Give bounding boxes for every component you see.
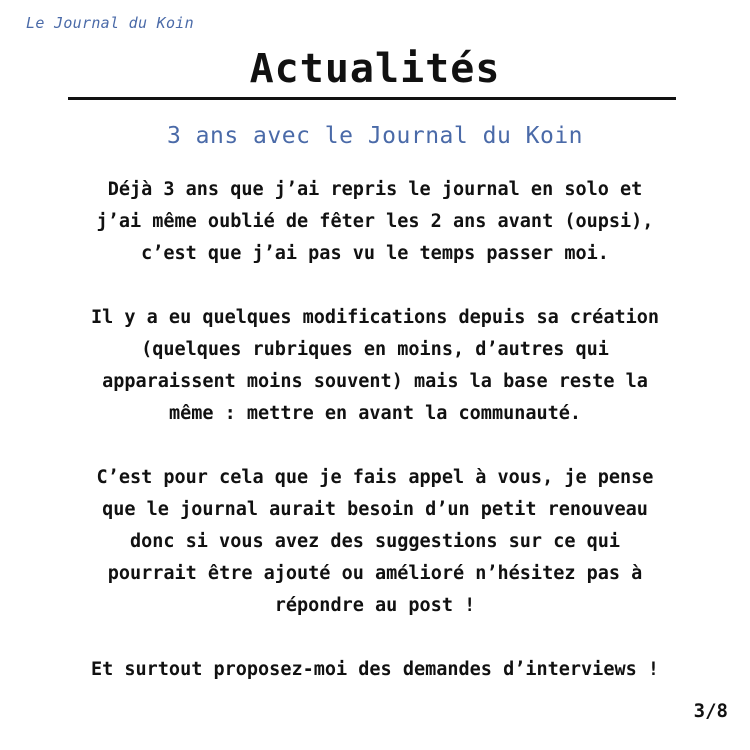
article-body (28, 174, 722, 686)
paragraph: Il y a eu quelques modifications depuis sa création (quelques rubriques en moins, d’autres qui apparaissent moins souvent) mais la base reste la même : mettre en avant la communauté. (90, 307, 660, 424)
page-number: 3/8 (693, 700, 728, 722)
paragraph: C’est pour cela que je fais appel à vous, je pense que le journal aurait besoin d’un petit renouveau donc si vous avez des suggestions sur ce qui pourrait être ajouté ou amélioré n’hésitez pas à répondre au post ! (96, 467, 654, 616)
title-divider (68, 97, 676, 100)
paragraph: Et surtout proposez-moi des demandes d’interviews ! (90, 659, 660, 680)
paragraph: Déjà 3 ans que j’ai repris le journal en solo et j’ai même oublié de fêter les 2 ans avant (oupsi), c’est que j’ai pas vu le temps passer moi. (96, 179, 654, 264)
article-title: 3 ans avec le Journal du Koin (166, 123, 584, 149)
page-title: Actualités (249, 46, 501, 92)
masthead: Le Journal du Koin (26, 14, 194, 32)
